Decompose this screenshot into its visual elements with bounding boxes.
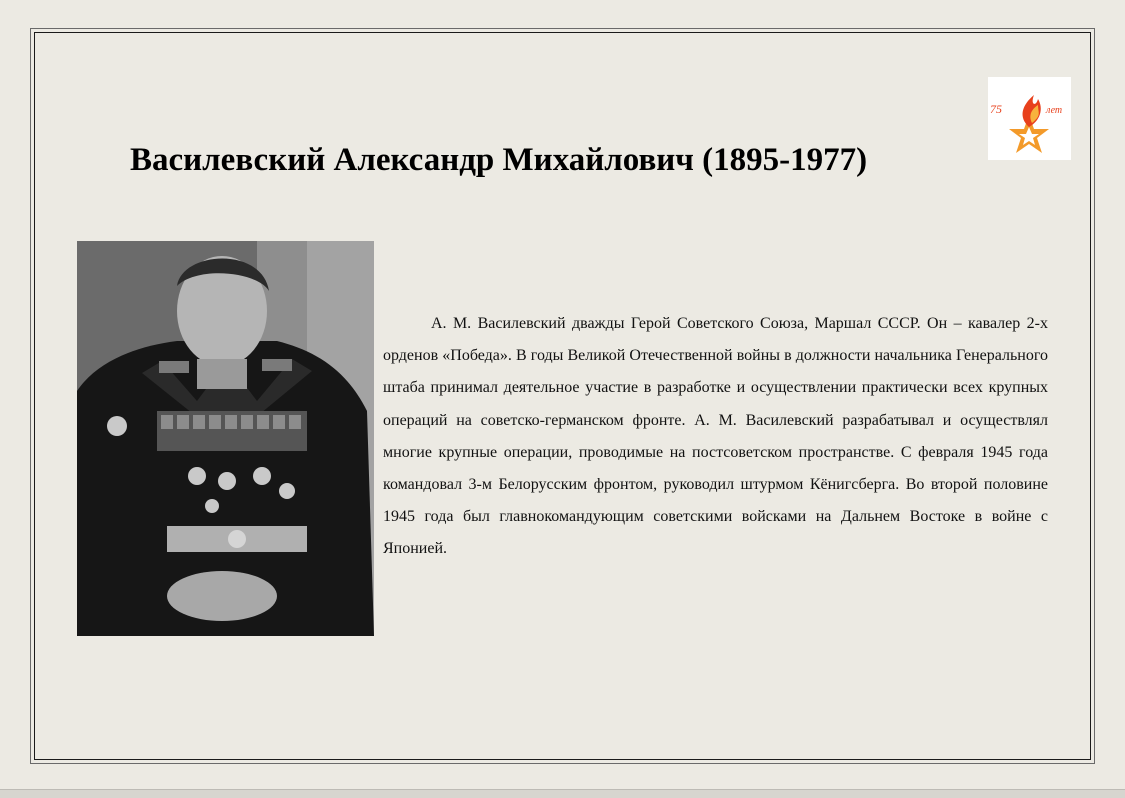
anniversary-logo [988,77,1071,160]
portrait-photo [77,241,374,636]
logo-suffix: лет [1046,105,1063,116]
logo-number: 75 [990,102,1002,116]
page-title: Василевский Александр Михайлович (1895-1977) [130,142,868,178]
biography-text: А. М. Василевский дважды Герой Советского Союза, Маршал СССР. Он – кавалер 2-х орденов «Победа». В годы Великой Отечественной войны в должности начальника Генерального штаба принимал деятельное участие в разработке и осуществлении практически всех крупных операций на советско-германском фронте. А. М. Василевский разрабатывал и осуществлял многие крупные операции, проводимые на постсоветском пространстве. С февраля 1945 года командовал 3-м Белорусским фронтом, руководил штурмом Кёнигсберга. Во второй половине 1945 года был главнокомандующим советскими войсками на Дальнем Востоке в войне с Японией. [383,315,1048,558]
